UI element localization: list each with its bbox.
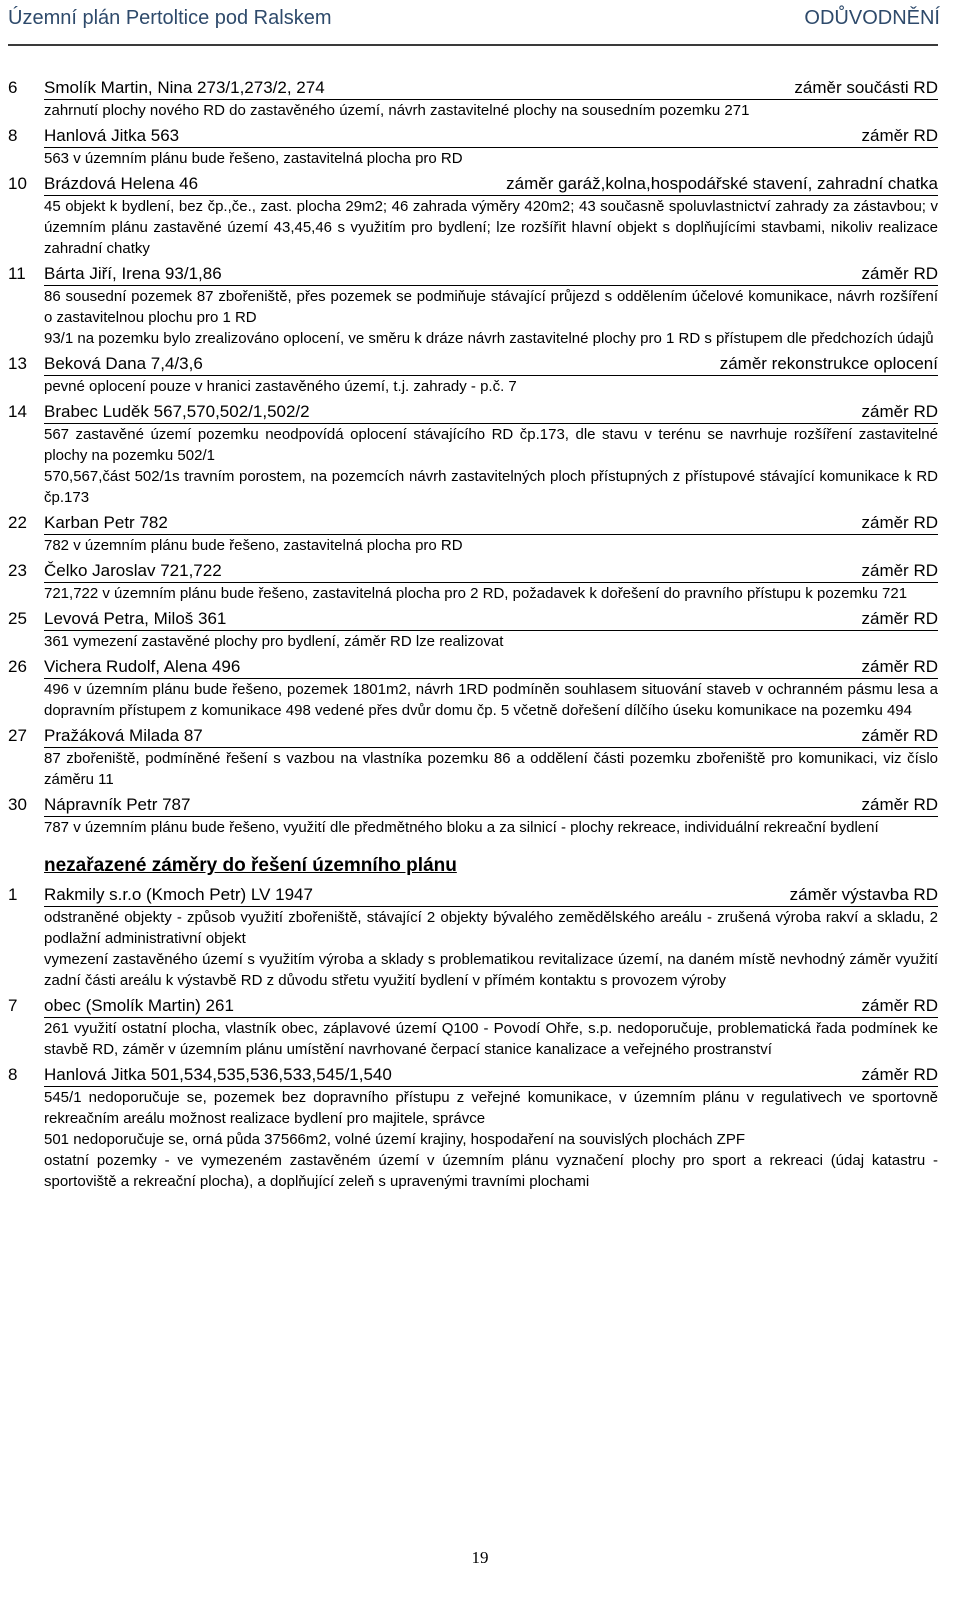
description-paragraph: 45 objekt k bydlení, bez čp.,če., zast. plocha 29m2; 46 zahrada výměry 420m2; 43 současně spoluvlastnictví zahrady za zástavbou; v územním plánu zastavěné území 43,45,46 s využitím pro bydlení; lze rozšířit hlavní objekt s doplňujícími stavbami, nikoliv realizace zahradní chatky <box>44 198 938 257</box>
entry-intent: záměr RD <box>861 657 938 676</box>
entry-row <box>8 995 938 1018</box>
entry-intent: záměr RD <box>861 264 938 283</box>
description-paragraph: 545/1 nedoporučuje se, pozemek bez dopravního přístupu z veřejné komunikace, v územním plánu v regulativech ve sportovně rekreačním areálu možnost realizace bydlení pro majitele, správce <box>44 1089 938 1127</box>
section-heading: nezařazené záměry do řešení územního plánu <box>44 855 457 876</box>
entry-description <box>8 148 938 169</box>
entry-number: 27 <box>8 726 27 745</box>
entry-owner-parcels: Levová Petra, Miloš 361 <box>44 609 227 628</box>
entry-title-line <box>44 1064 938 1087</box>
entry-title-line <box>44 125 938 148</box>
document-body <box>8 77 938 1192</box>
entry-row <box>8 560 938 583</box>
entry-number: 22 <box>8 513 27 532</box>
items-list-unincluded <box>8 884 938 1192</box>
entry-owner-parcels: Hanlová Jitka 563 <box>44 126 180 145</box>
description-paragraph: 563 v územním plánu bude řešeno, zastavitelná plocha pro RD <box>44 150 463 167</box>
entry-title-line <box>44 656 938 679</box>
entry-description <box>8 583 938 604</box>
header-rule <box>8 44 938 46</box>
entry-owner-parcels: Brázdová Helena 46 <box>44 174 199 193</box>
entry-intent: záměr součásti RD <box>794 78 938 97</box>
entry-number: 7 <box>8 996 18 1015</box>
entry-number: 13 <box>8 354 27 373</box>
header-section: ODŮVODNĚNÍ <box>804 7 940 29</box>
description-paragraph: 87 zbořeniště, podmíněné řešení s vazbou na vlastníka pozemku 86 a oddělení části pozemku zbořeniště pro komunikaci, viz číslo záměru 11 <box>44 750 938 788</box>
entry-row <box>8 512 938 535</box>
description-paragraph: 570,567,část 502/1s travním porostem, na pozemcích návrh zastavitelných ploch přístupných z přístupové stávající komunikace k RD čp.173 <box>44 468 938 506</box>
entry-owner-parcels: obec (Smolík Martin) 261 <box>44 996 234 1015</box>
description-paragraph: odstraněné objekty - způsob využití zbořeniště, stávající 2 objekty bývalého zemědělského areálu - zrušená výroba rakví a skladu, 2 podlažní administrativní objekt <box>44 909 938 947</box>
entry-number: 23 <box>8 561 27 580</box>
entry-owner-parcels: Hanlová Jitka 501,534,535,536,533,545/1,540 <box>44 1065 392 1084</box>
entry-row <box>8 884 938 907</box>
description-paragraph: vymezení zastavěného území s využitím výroba a sklady s problematikou revitalizace území, na daném místě nevhodný záměr využití zadní části areálu k výstavbě RD z důvodu střetu využití bydlení v přímém kontaktu s provozem výroby <box>44 951 938 989</box>
entry-owner-parcels: Rakmily s.r.o (Kmoch Petr) LV 1947 <box>44 885 313 904</box>
description-paragraph: 93/1 na pozemku bylo zrealizováno oplocení, ve směru k dráze návrh zastavitelné plochy pro 1 RD s přístupem dle předchozích údajů <box>44 330 934 347</box>
entry-title-line <box>44 353 938 376</box>
entry-title-line <box>44 512 938 535</box>
entry-number: 1 <box>8 885 18 904</box>
entry-description <box>8 631 938 652</box>
description-paragraph: 567 zastavěné území pozemku neodpovídá oplocení stávajícího RD čp.173, dle stavu v terénu se navrhuje rozšíření zastavitelné plochy na pozemku 502/1 <box>44 426 938 464</box>
entry-row <box>8 173 938 196</box>
description-paragraph: 721,722 v územním plánu bude řešeno, zastavitelná plocha pro 2 RD, požadavek k dořešení do pravního přístupu k pozemku 721 <box>44 585 908 602</box>
header-title: Územní plán Pertoltice pod Ralskem <box>8 7 332 29</box>
entry-owner-parcels: Beková Dana 7,4/3,6 <box>44 354 203 373</box>
entry-intent: záměr RD <box>861 513 938 532</box>
entry-description <box>8 907 938 991</box>
entry-row <box>8 794 938 817</box>
entry-row <box>8 725 938 748</box>
description-paragraph: 501 nedoporučuje se, orná půda 37566m2, volné území krajiny, hospodaření na souvislých plochách ZPF <box>44 1131 745 1148</box>
entry-title-line <box>44 263 938 286</box>
description-paragraph: 86 sousední pozemek 87 zbořeniště, přes pozemek se podmiňuje stávající průjezd s oddělením účelové komunikace, návrh rozšíření o zastavitelnou plochu pro 1 RD <box>44 288 938 326</box>
entry-title-line <box>44 794 938 817</box>
entry-description <box>8 1018 938 1060</box>
entry-title-line <box>44 608 938 631</box>
entry-description <box>8 535 938 556</box>
entry-number: 8 <box>8 126 18 145</box>
entry-intent: záměr RD <box>861 1065 938 1084</box>
page-number: 19 <box>471 1548 489 1567</box>
description-paragraph: zahrnutí plochy nového RD do zastavěného území, návrh zastavitelné plochy na sousedním pozemku 271 <box>44 102 750 119</box>
description-paragraph: 361 vymezení zastavěné plochy pro bydlení, záměr RD lze realizovat <box>44 633 504 650</box>
entry-description <box>8 679 938 721</box>
description-paragraph: pevné oplocení pouze v hranici zastavěného území, t.j. zahrady - p.č. 7 <box>44 378 517 395</box>
entry-number: 14 <box>8 402 27 421</box>
entry-number: 10 <box>8 174 27 193</box>
entry-description <box>8 100 938 121</box>
entry-row <box>8 77 938 100</box>
description-paragraph: 261 využití ostatní plocha, vlastník obec, záplavové území Q100 - Povodí Ohře, s.p. nedoporučuje, problematická řada podmínek ke stavbě RD, záměr v územním plánu umístění navrhované čerpací stanice kanalizace a veřejného prostranství <box>44 1020 938 1058</box>
entry-title-line <box>44 77 938 100</box>
entry-intent: záměr rekonstrukce oplocení <box>719 354 938 373</box>
entry-intent: záměr RD <box>861 561 938 580</box>
entry-title-line <box>44 995 938 1018</box>
entry-row <box>8 608 938 631</box>
entry-description <box>8 424 938 508</box>
entry-intent: záměr garáž,kolna,hospodářské stavení, zahradní chatka <box>506 174 938 193</box>
entry-description <box>8 376 938 397</box>
entry-number: 6 <box>8 78 18 97</box>
entry-description <box>8 286 938 349</box>
entry-number: 30 <box>8 795 27 814</box>
entry-row <box>8 401 938 424</box>
entry-intent: záměr RD <box>861 996 938 1015</box>
entry-owner-parcels: Nápravník Petr 787 <box>44 795 191 814</box>
entry-owner-parcels: Brabec Luděk 567,570,502/1,502/2 <box>44 402 310 421</box>
entry-title-line <box>44 725 938 748</box>
description-paragraph: 787 v územním plánu bude řešeno, využití dle předmětného bloku a za silnicí - plochy rekreace, individuální rekreační bydlení <box>44 819 879 836</box>
entry-number: 11 <box>8 264 26 283</box>
entry-row <box>8 656 938 679</box>
description-paragraph: 782 v územním plánu bude řešeno, zastavitelná plocha pro RD <box>44 537 463 554</box>
entry-row <box>8 263 938 286</box>
entry-number: 8 <box>8 1065 18 1084</box>
entry-title-line <box>44 401 938 424</box>
entry-title-line <box>44 560 938 583</box>
entry-description <box>8 1087 938 1192</box>
entry-intent: záměr RD <box>861 126 938 145</box>
entry-owner-parcels: Smolík Martin, Nina 273/1,273/2, 274 <box>44 78 325 97</box>
entry-title-line <box>44 884 938 907</box>
entry-owner-parcels: Pražáková Milada 87 <box>44 726 203 745</box>
entry-row <box>8 353 938 376</box>
entry-description <box>8 748 938 790</box>
entry-number: 26 <box>8 657 27 676</box>
entry-description <box>8 817 938 838</box>
entry-number: 25 <box>8 609 27 628</box>
entry-owner-parcels: Vichera Rudolf, Alena 496 <box>44 657 241 676</box>
entry-intent: záměr RD <box>861 726 938 745</box>
entry-intent: záměr RD <box>861 609 938 628</box>
entry-owner-parcels: Karban Petr 782 <box>44 513 168 532</box>
items-list <box>8 77 938 838</box>
entry-intent: záměr RD <box>861 795 938 814</box>
entry-intent: záměr RD <box>861 402 938 421</box>
entry-row <box>8 1064 938 1087</box>
entry-owner-parcels: Bárta Jiří, Irena 93/1,86 <box>44 264 222 283</box>
entry-intent: záměr výstavba RD <box>789 885 938 904</box>
entry-title-line <box>44 173 938 196</box>
description-paragraph: ostatní pozemky - ve vymezeném zastavěném území v územním plánu vyznačení plochy pro sport a rekreaci (údaj katastru - sportoviště a rekreační plocha), a doplňující zeleň s upravenými travními plochami <box>44 1152 938 1190</box>
entry-description <box>8 196 938 259</box>
description-paragraph: 496 v územním plánu bude řešeno, pozemek 1801m2, návrh 1RD podmíněn souhlasem situování staveb v ochranném pásmu lesa a dopravním přístupem z komunikace 498 vedené přes dvůr domu čp. 5 včetně dořešení dílčího úseku komunikace na pozemku 494 <box>44 681 938 719</box>
entry-row <box>8 125 938 148</box>
entry-owner-parcels: Čelko Jaroslav 721,722 <box>44 561 222 580</box>
